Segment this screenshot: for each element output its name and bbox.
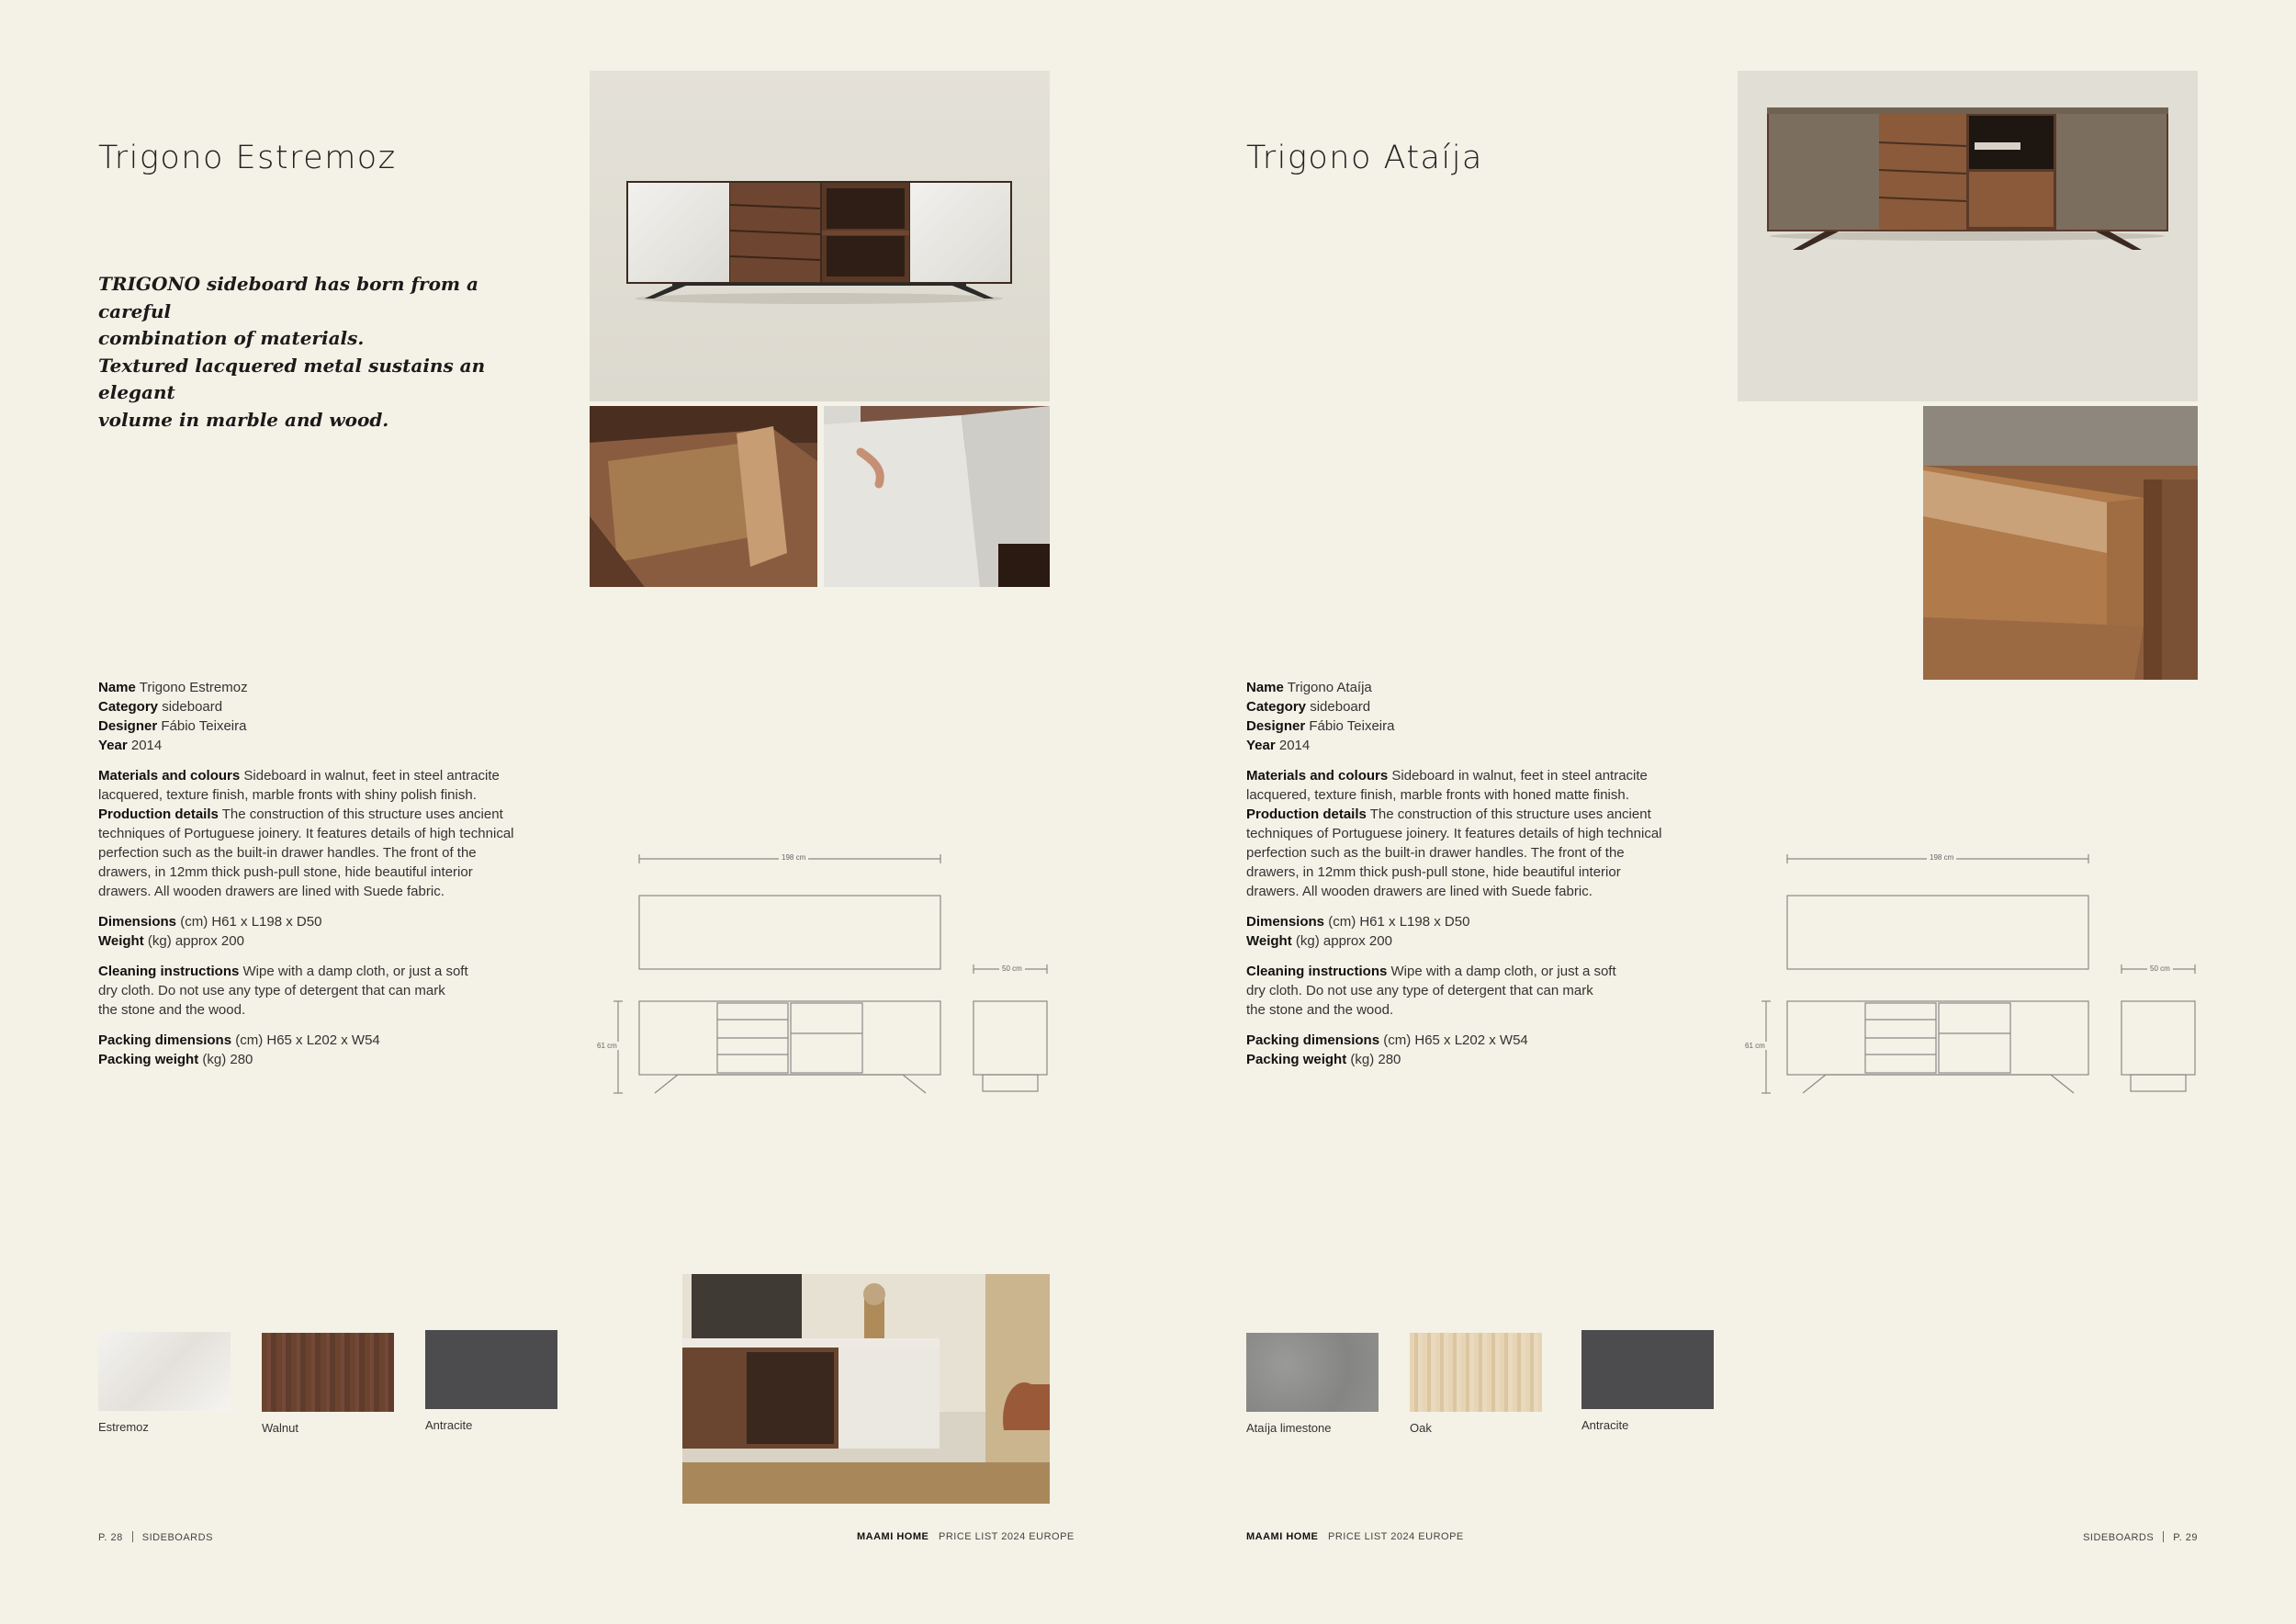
product-title: Trigono Ataíja [1246, 140, 1483, 176]
product-photo-main [1738, 71, 2198, 401]
spec-label: Cleaning instructions [1246, 964, 1388, 979]
spec-value: Fábio Teixeira [161, 718, 247, 734]
spec-value: drawers, in 12mm thick push-pull stone, hide beautiful interior [1246, 864, 1621, 880]
spec-value: The construction of this structure uses ancient [218, 806, 503, 822]
intro-line: combination of materials. [98, 327, 365, 349]
spec-value: (cm) H61 x L198 x D50 [1324, 914, 1470, 930]
spec-value: 2014 [1278, 738, 1311, 753]
section-name: SIDEBOARDS [141, 1532, 213, 1543]
page-number: P. 29 [2173, 1532, 2198, 1543]
intro-line: TRIGONO sideboard has born from a careful [98, 273, 479, 322]
spec-label: Category [98, 699, 159, 715]
spec-value: perfection such as the built-in drawer handles. The front of the [1246, 845, 1625, 861]
swatch-walnut [262, 1333, 394, 1435]
intro-line: volume in marble and wood. [98, 408, 389, 431]
height-dimension-label: 61 cm [597, 1042, 617, 1050]
spec-value: (kg) approx 200 [1291, 933, 1392, 949]
swatch-color [1246, 1333, 1379, 1412]
swatch-color [1581, 1330, 1714, 1409]
footer-brand-right [1246, 1531, 1464, 1542]
spec-value: perfection such as the built-in drawer handles. The front of the [98, 845, 477, 861]
width-dimension-label: 198 cm [779, 853, 808, 862]
spec-value: the stone and the wood. [1246, 1002, 1394, 1018]
spec-label: Cleaning instructions [98, 964, 240, 979]
swatch-label: Antracite [425, 1418, 473, 1432]
spec-value: Trigono Estremoz [139, 680, 248, 695]
spec-label: Production details [98, 806, 219, 822]
spec-label: Year [1246, 738, 1276, 753]
spec-label: Weight [98, 933, 144, 949]
depth-dimension-label: 50 cm [2147, 964, 2173, 973]
swatch-estremoz [98, 1332, 231, 1434]
spec-label: Packing dimensions [98, 1032, 232, 1048]
spec-value: lacquered, texture finish, marble fronts with shiny polish finish. [98, 787, 477, 803]
spec-value: Wipe with a damp cloth, or just a soft [1387, 964, 1616, 979]
spec-label: Weight [1246, 933, 1292, 949]
spec-sheet [1246, 678, 1715, 1069]
spec-value: (kg) 280 [1346, 1052, 1401, 1067]
spec-value: Sideboard in walnut, feet in steel antracite [240, 768, 500, 784]
depth-dimension-label: 50 cm [999, 964, 1025, 973]
swatch-label: Oak [1410, 1421, 1432, 1435]
spec-label: Packing weight [1246, 1052, 1347, 1067]
spec-label: Category [1246, 699, 1307, 715]
spec-label: Year [98, 738, 128, 753]
spec-value: sideboard [162, 699, 223, 715]
spec-value: 2014 [130, 738, 163, 753]
swatch-color [262, 1333, 394, 1412]
spec-value: Wipe with a damp cloth, or just a soft [239, 964, 468, 979]
technical-drawing [595, 845, 1054, 1102]
spec-label: Designer [98, 718, 158, 734]
spec-value: sideboard [1310, 699, 1371, 715]
spec-value: techniques of Portuguese joinery. It features details of high technical [98, 826, 514, 841]
swatch-color [98, 1332, 231, 1411]
swatch-oak [1410, 1333, 1542, 1435]
product-photo-main [590, 71, 1050, 401]
detail-photo-drawer [590, 406, 817, 587]
swatch-color [425, 1330, 557, 1409]
spec-value: the stone and the wood. [98, 1002, 246, 1018]
spec-value: drawers. All wooden drawers are lined with Suede fabric. [1246, 884, 1593, 899]
swatch-label: Antracite [1581, 1418, 1629, 1432]
spec-value: drawers. All wooden drawers are lined with Suede fabric. [98, 884, 445, 899]
detail-photo-drawer [1923, 406, 2198, 680]
spec-sheet [98, 678, 567, 1069]
swatch-label: Walnut [262, 1421, 298, 1435]
spec-label: Packing dimensions [1246, 1032, 1380, 1048]
spec-value: lacquered, texture finish, marble fronts with honed matte finish. [1246, 787, 1629, 803]
spec-value: (cm) H65 x L202 x W54 [231, 1032, 380, 1048]
product-intro [98, 271, 539, 434]
spec-value: Sideboard in walnut, feet in steel antracite [1388, 768, 1648, 784]
spec-label: Dimensions [1246, 914, 1325, 930]
spec-value: (cm) H61 x L198 x D50 [176, 914, 322, 930]
spec-value: techniques of Portuguese joinery. It features details of high technical [1246, 826, 1662, 841]
swatch-color [1410, 1333, 1542, 1412]
footer-left [98, 1531, 213, 1543]
width-dimension-label: 198 cm [1927, 853, 1956, 862]
brand-name: MAAMI HOME [1246, 1531, 1319, 1542]
detail-photo-door [824, 406, 1050, 587]
spec-value: The construction of this structure uses ancient [1366, 806, 1651, 822]
spec-label: Designer [1246, 718, 1306, 734]
swatch-antracite [425, 1330, 557, 1432]
swatch-label: Ataíja limestone [1246, 1421, 1332, 1435]
brand-name: MAAMI HOME [857, 1531, 929, 1542]
spec-value: Trigono Ataíja [1287, 680, 1372, 695]
catalog-name: PRICE LIST 2024 EUROPE [939, 1531, 1075, 1542]
footer-brand-left [857, 1531, 1075, 1542]
spec-value: (kg) 280 [198, 1052, 253, 1067]
spec-label: Name [1246, 680, 1284, 695]
spec-label: Materials and colours [98, 768, 241, 784]
swatch-ataija-limestone [1246, 1333, 1379, 1435]
spec-value: Fábio Teixeira [1309, 718, 1395, 734]
height-dimension-label: 61 cm [1745, 1042, 1765, 1050]
spec-label: Production details [1246, 806, 1367, 822]
spec-value: dry cloth. Do not use any type of detergent that can mark [1246, 983, 1593, 998]
page-number: P. 28 [98, 1532, 123, 1543]
product-title: Trigono Estremoz [98, 140, 397, 176]
spec-value: dry cloth. Do not use any type of detergent that can mark [98, 983, 445, 998]
spec-value: drawers, in 12mm thick push-pull stone, hide beautiful interior [98, 864, 473, 880]
spec-label: Dimensions [98, 914, 177, 930]
intro-line: Textured lacquered metal sustains an elegant [98, 354, 486, 403]
spec-label: Packing weight [98, 1052, 199, 1067]
swatch-antracite [1581, 1330, 1714, 1432]
technical-drawing [1743, 845, 2202, 1102]
spec-value: (kg) approx 200 [143, 933, 244, 949]
footer-right [2083, 1531, 2198, 1543]
lifestyle-photo [682, 1274, 1050, 1504]
spec-label: Name [98, 680, 136, 695]
spec-value: (cm) H65 x L202 x W54 [1379, 1032, 1528, 1048]
swatch-label: Estremoz [98, 1420, 149, 1434]
catalog-name: PRICE LIST 2024 EUROPE [1328, 1531, 1464, 1542]
section-name: SIDEBOARDS [2083, 1532, 2155, 1543]
spec-label: Materials and colours [1246, 768, 1389, 784]
